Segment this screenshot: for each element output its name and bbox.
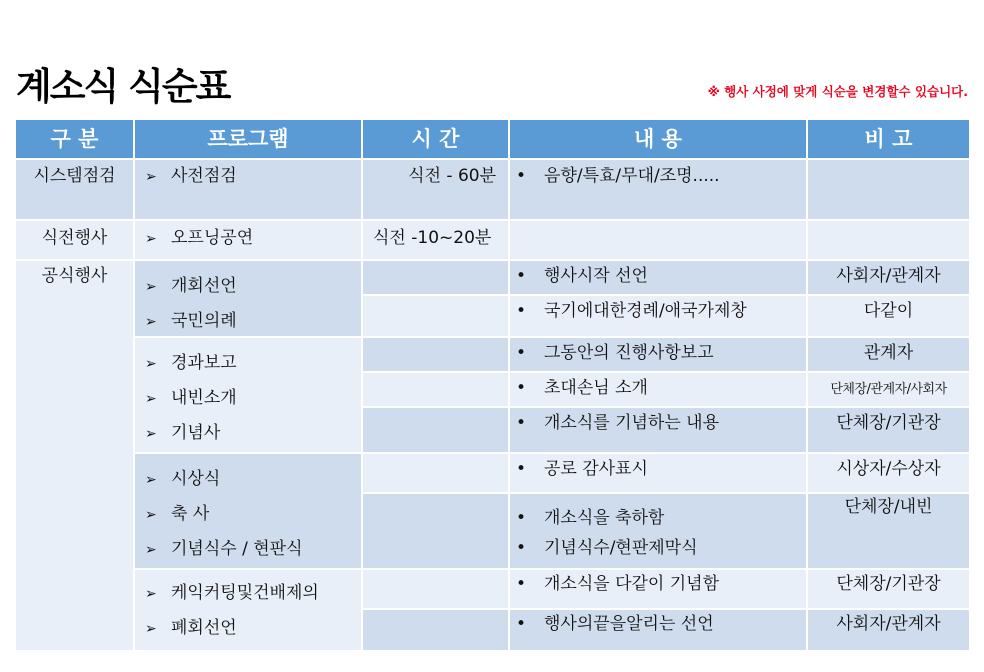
header-category: 구 분 bbox=[16, 120, 133, 158]
time-cell bbox=[363, 454, 508, 492]
note-cell: 사회자/관계자 bbox=[808, 610, 969, 650]
arrow-bullet-icon: ➢ bbox=[145, 542, 157, 558]
time-cell bbox=[363, 338, 508, 371]
time-cell bbox=[363, 373, 508, 406]
bullet-icon: • bbox=[516, 413, 527, 433]
bullet-icon: • bbox=[516, 508, 527, 528]
ceremony-schedule-table bbox=[16, 120, 969, 650]
header-program: 프로그램 bbox=[135, 120, 361, 158]
time-cell bbox=[363, 261, 508, 294]
note-cell: 단체장/기관장 bbox=[808, 408, 969, 452]
bullet-icon: • bbox=[516, 301, 527, 321]
content-cell bbox=[510, 373, 806, 406]
list-item: ➢ 사전점검 bbox=[145, 166, 237, 186]
arrow-bullet-icon: ➢ bbox=[145, 507, 157, 523]
content-cell bbox=[510, 261, 806, 294]
arrow-bullet-icon: ➢ bbox=[145, 356, 157, 372]
time-cell bbox=[363, 408, 508, 452]
list-item: ➢ 개회선언 bbox=[145, 269, 361, 304]
list-item: • 공로 감사표시 bbox=[510, 458, 806, 480]
time-cell bbox=[363, 610, 508, 650]
content-cell bbox=[510, 160, 806, 219]
bullet-icon: • bbox=[516, 614, 527, 634]
list-item: ➢ 국민의례 bbox=[145, 304, 361, 339]
list-item: ➢ 오프닝공연 bbox=[145, 228, 254, 248]
bullet-icon: • bbox=[516, 538, 527, 558]
list-item: ➢ 내빈소개 bbox=[145, 381, 361, 416]
program-cell bbox=[135, 261, 361, 336]
content-cell bbox=[510, 338, 806, 371]
arrow-bullet-icon: ➢ bbox=[145, 586, 157, 602]
bullet-icon: • bbox=[516, 574, 527, 594]
category-official-ceremony: 공식행사 bbox=[16, 261, 133, 650]
time-cell: 식전 -10~20분 bbox=[363, 221, 508, 259]
bullet-icon: • bbox=[516, 459, 527, 479]
content-cell bbox=[510, 408, 806, 452]
arrow-bullet-icon: ➢ bbox=[145, 621, 157, 637]
list-item: ➢ 축 사 bbox=[145, 497, 361, 532]
program-cell bbox=[135, 221, 361, 259]
note-cell: 단체장/기관장 bbox=[808, 570, 969, 608]
schedule-change-notice: ※ 행사 사정에 맞게 식순을 변경할수 있습니다. bbox=[707, 84, 968, 99]
program-cell bbox=[135, 160, 361, 219]
note-cell bbox=[808, 160, 969, 219]
program-cell bbox=[135, 454, 361, 568]
content-cell bbox=[510, 296, 806, 336]
list-item: • 행사의끝을알리는 선언 bbox=[510, 613, 806, 635]
time-cell: 식전 - 60분 bbox=[363, 160, 508, 219]
page-title: 계소식 식순표 bbox=[16, 65, 230, 108]
list-item: ➢ 기념사 bbox=[145, 416, 361, 451]
list-item: ➢ 경과보고 bbox=[145, 346, 361, 381]
arrow-bullet-icon: ➢ bbox=[145, 169, 157, 185]
list-item: ➢ 시상식 bbox=[145, 462, 361, 497]
header-note: 비 고 bbox=[808, 120, 969, 158]
header-content: 내 용 bbox=[510, 120, 806, 158]
bullet-icon: • bbox=[516, 343, 527, 363]
list-item: • 국기에대한경례/애국가제창 bbox=[510, 300, 806, 322]
category-system-check: 시스템점검 bbox=[16, 160, 133, 219]
content-cell bbox=[510, 570, 806, 608]
program-cell bbox=[135, 570, 361, 650]
content-cell bbox=[510, 494, 806, 568]
list-item: • 개소식을 다같이 기념함 bbox=[510, 573, 806, 595]
arrow-bullet-icon: ➢ bbox=[145, 231, 157, 247]
arrow-bullet-icon: ➢ bbox=[145, 391, 157, 407]
note-cell: 관계자 bbox=[808, 338, 969, 371]
arrow-bullet-icon: ➢ bbox=[145, 472, 157, 488]
bullet-icon: • bbox=[516, 266, 527, 286]
content-cell bbox=[510, 454, 806, 492]
header-time: 시 간 bbox=[363, 120, 508, 158]
time-cell bbox=[363, 570, 508, 608]
content-cell bbox=[510, 221, 806, 259]
list-item: • 음향/특효/무대/조명..... bbox=[510, 165, 806, 187]
content-cell bbox=[510, 610, 806, 650]
time-cell bbox=[363, 494, 508, 568]
category-pre-ceremony: 식전행사 bbox=[16, 221, 133, 259]
note-cell: 사회자/관계자 bbox=[808, 261, 969, 294]
list-item: ➢ 케익커팅및건배제의 bbox=[145, 576, 361, 611]
list-item: • 기념식수/현판제막식 bbox=[510, 533, 806, 563]
program-cell bbox=[135, 338, 361, 452]
list-item: • 그동안의 진행사항보고 bbox=[510, 342, 806, 364]
list-item: ➢ 폐회선언 bbox=[145, 611, 361, 646]
bullet-icon: • bbox=[516, 378, 527, 398]
bullet-icon: • bbox=[516, 166, 527, 186]
note-cell: 시상자/수상자 bbox=[808, 454, 969, 492]
arrow-bullet-icon: ➢ bbox=[145, 314, 157, 330]
list-item: • 개소식을 축하함 bbox=[510, 503, 806, 533]
list-item: • 행사시작 선언 bbox=[510, 265, 806, 287]
arrow-bullet-icon: ➢ bbox=[145, 426, 157, 442]
time-cell bbox=[363, 296, 508, 336]
list-item: ➢ 기념식수 / 현판식 bbox=[145, 532, 361, 567]
list-item: • 개소식를 기념하는 내용 bbox=[510, 412, 806, 434]
note-cell bbox=[808, 221, 969, 259]
note-cell: 단체장/관계자/사회자 bbox=[808, 373, 969, 406]
list-item: • 초대손님 소개 bbox=[510, 377, 806, 399]
arrow-bullet-icon: ➢ bbox=[145, 279, 157, 295]
note-cell: 단체장/내빈 bbox=[808, 494, 969, 568]
note-cell: 다같이 bbox=[808, 296, 969, 336]
